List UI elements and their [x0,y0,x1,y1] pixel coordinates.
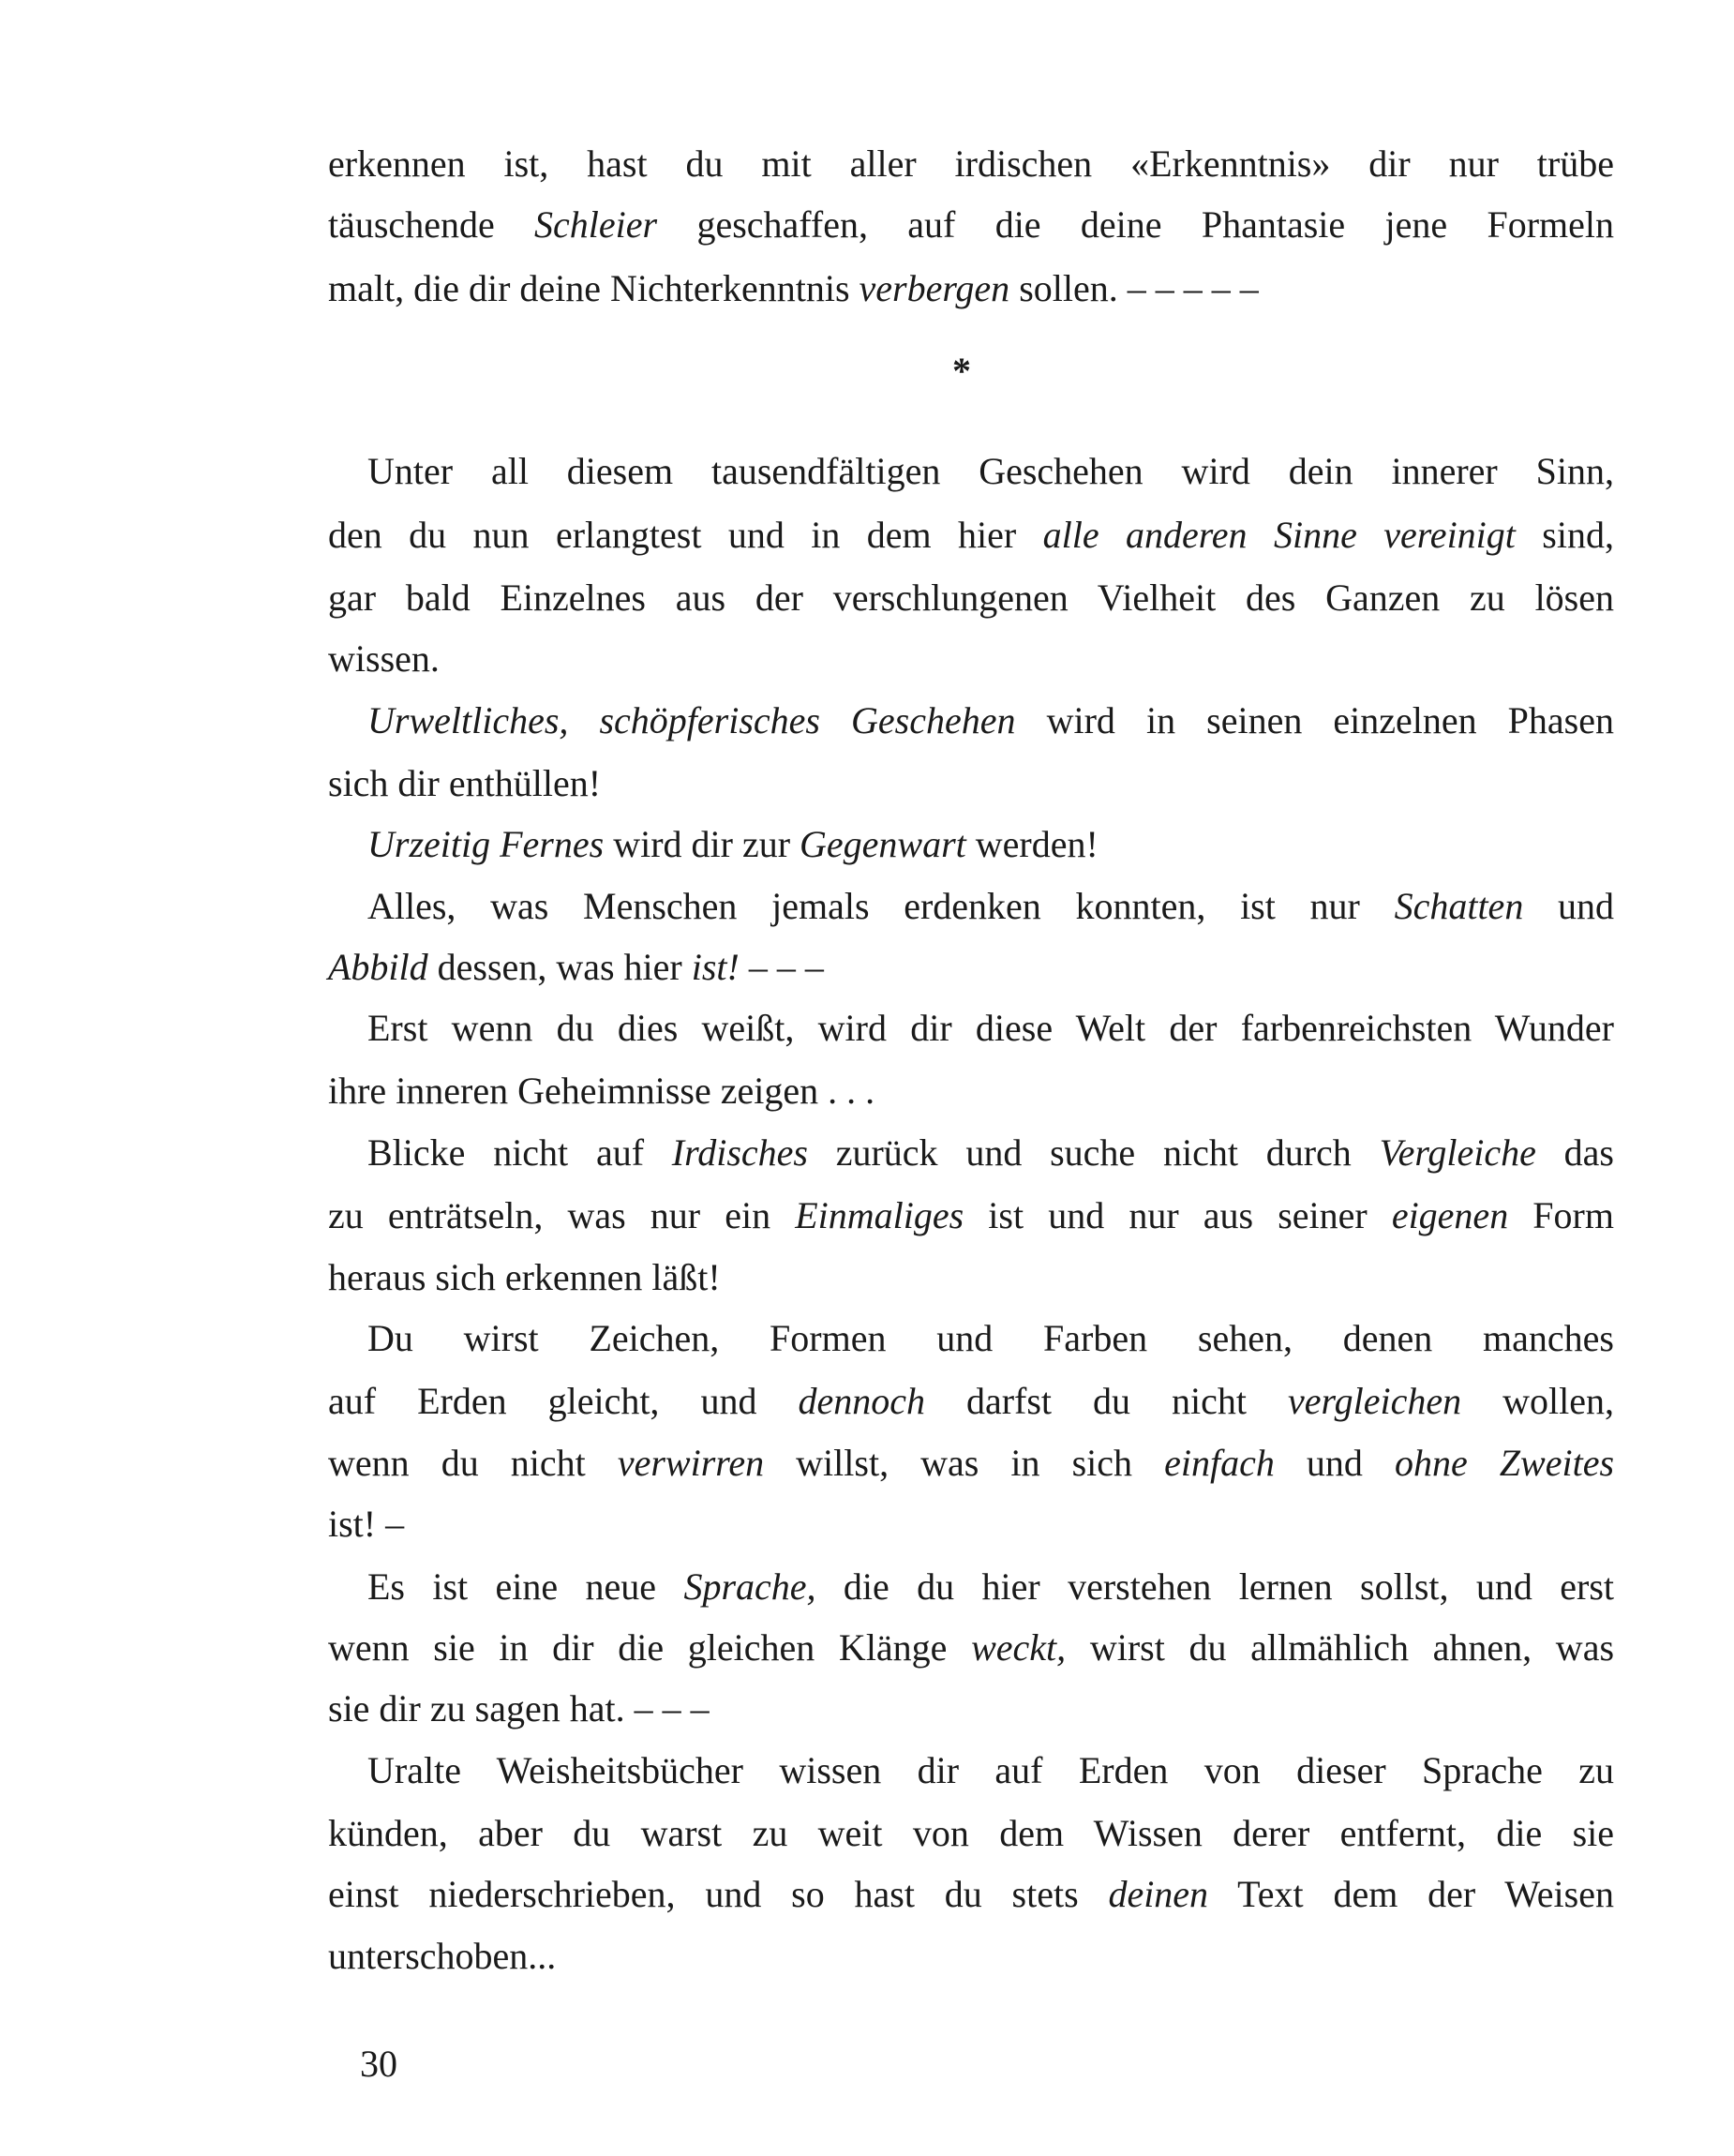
italic-text: Urzeitig Fernes [367,823,605,865]
text-run: Form [1508,1194,1614,1236]
text-line [328,576,1614,621]
text-run: den du nun erlangtest und in dem hier [328,514,1043,556]
italic-text: Sprache, [683,1565,816,1608]
text-run: sind, [1515,514,1614,556]
italic-text: alle anderen Sinne vereinigt [1042,514,1516,556]
text-run: geschaffen, auf die deine Phantasie jene Formeln [657,203,1615,246]
italic-text: weckt, [971,1626,1067,1669]
italic-text: Schleier [534,203,658,246]
text-line [367,698,1614,743]
italic-text: eigenen [1391,1194,1509,1236]
text-run: darfst du nicht [924,1380,1289,1422]
text-line [367,449,1614,494]
text-run: Unter all diesem tausendfältigen Geschehen wird dein innerer Sinn, [367,450,1614,492]
text-run: und [1274,1442,1395,1484]
text-line [367,884,1614,929]
italic-text: dennoch [798,1380,925,1422]
text-run: dessen, was hier [427,946,692,988]
text-run: – – – [739,946,824,988]
text-run: wirst du allmählich ahnen, was [1066,1626,1615,1669]
text-run: malt, die dir deine Nichterkenntnis [328,267,860,309]
italic-text: Irdisches [671,1131,808,1174]
text-run: Text dem der Weisen [1208,1873,1614,1915]
italic-text: verwirren [617,1442,765,1484]
italic-text: Abbild [328,946,428,988]
italic-text: ist! [691,946,740,988]
text-run: ist und nur aus seiner [964,1194,1392,1236]
page-number: 30 [360,2043,397,2085]
text-run: Du wirst Zeichen, Formen und Farben sehen, denen manches [367,1317,1614,1359]
italic-text: Gegenwart [800,823,966,865]
text-run: Blicke nicht auf [367,1131,672,1174]
text-line [328,1872,1614,1917]
italic-text: ohne Zweites [1394,1442,1615,1484]
text-line [367,822,1614,867]
text-run: wird in seinen einzelnen Phasen [1015,699,1615,741]
text-run: sie dir zu sagen hat. – – – [328,1687,710,1729]
text-run: wollen, [1461,1380,1614,1422]
text-run: Erst wenn du dies weißt, wird dir diese Welt der farbenreichsten Wunder [367,1007,1614,1049]
italic-text: verbergen [859,267,1010,309]
text-line [328,1934,1614,1979]
text-run: die du hier verstehen lernen sollst, und erst [815,1565,1615,1608]
text-run: gar bald Einzelnes aus der verschlungenen Vielheit des Ganzen zu lösen [328,576,1614,619]
text-line [328,945,1614,990]
text-run: heraus sich erkennen läßt! [328,1256,721,1298]
text-line [328,1379,1614,1424]
text-run: einst niederschrieben, und so hast du stets [328,1873,1109,1915]
text-line [367,1565,1614,1610]
text-line [328,636,1614,681]
text-line [328,1193,1614,1238]
text-line [328,761,1614,806]
text-line [328,513,1614,558]
text-line [328,1502,1614,1547]
text-run: Uralte Weisheitsbücher wissen dir auf Erden von dieser Sprache zu [367,1749,1614,1791]
text-run: täuschende [328,203,535,246]
text-line [328,1255,1614,1300]
text-run: wenn du nicht [328,1442,618,1484]
italic-text: einfach [1164,1442,1275,1484]
text-run: sich dir enthüllen! [328,762,602,804]
italic-text: deinen [1108,1873,1209,1915]
text-run: Es ist eine neue [367,1565,684,1608]
text-run: unterschoben... [328,1935,557,1977]
text-line [328,1686,1614,1731]
italic-text: Schatten [1394,885,1524,927]
text-run: das [1535,1131,1614,1174]
text-line [328,266,1614,311]
text-line [367,1006,1614,1051]
text-line [367,1748,1614,1793]
text-line [328,142,1614,187]
italic-text: Urweltliches, schöpferisches Geschehen [367,699,1016,741]
text-run: wird dir zur [604,823,800,865]
text-line [328,1069,1614,1114]
italic-text: Vergleiche [1379,1131,1536,1174]
text-run: wissen. [328,637,440,680]
section-separator-asterisk: * [952,350,971,392]
text-run: werden! [965,823,1099,865]
text-run: auf Erden gleicht, und [328,1380,799,1422]
text-run: künden, aber du warst zu weit von dem Wissen derer entfernt, die sie [328,1812,1614,1854]
text-run: zurück und suche nicht durch [807,1131,1380,1174]
text-line [328,1441,1614,1486]
text-line [328,1625,1614,1670]
text-run: und [1523,885,1615,927]
text-run: ist! – [328,1503,405,1545]
text-run: erkennen ist, hast du mit aller irdischen «Erkenntnis» dir nur trübe [328,142,1614,185]
text-line [328,202,1614,247]
italic-text: vergleichen [1288,1380,1462,1422]
text-run: wenn sie in dir die gleichen Klänge [328,1626,972,1669]
text-run: willst, was in sich [764,1442,1165,1484]
italic-text: Einmaliges [795,1194,964,1236]
text-run: zu enträtseln, was nur ein [328,1194,796,1236]
text-line [328,1811,1614,1856]
text-line [367,1316,1614,1361]
text-run: ihre inneren Geheimnisse zeigen . . . [328,1070,875,1112]
text-run: sollen. – – – – – [1009,267,1259,309]
text-line [367,1130,1614,1175]
text-run: Alles, was Menschen jemals erdenken konnten, ist nur [367,885,1395,927]
